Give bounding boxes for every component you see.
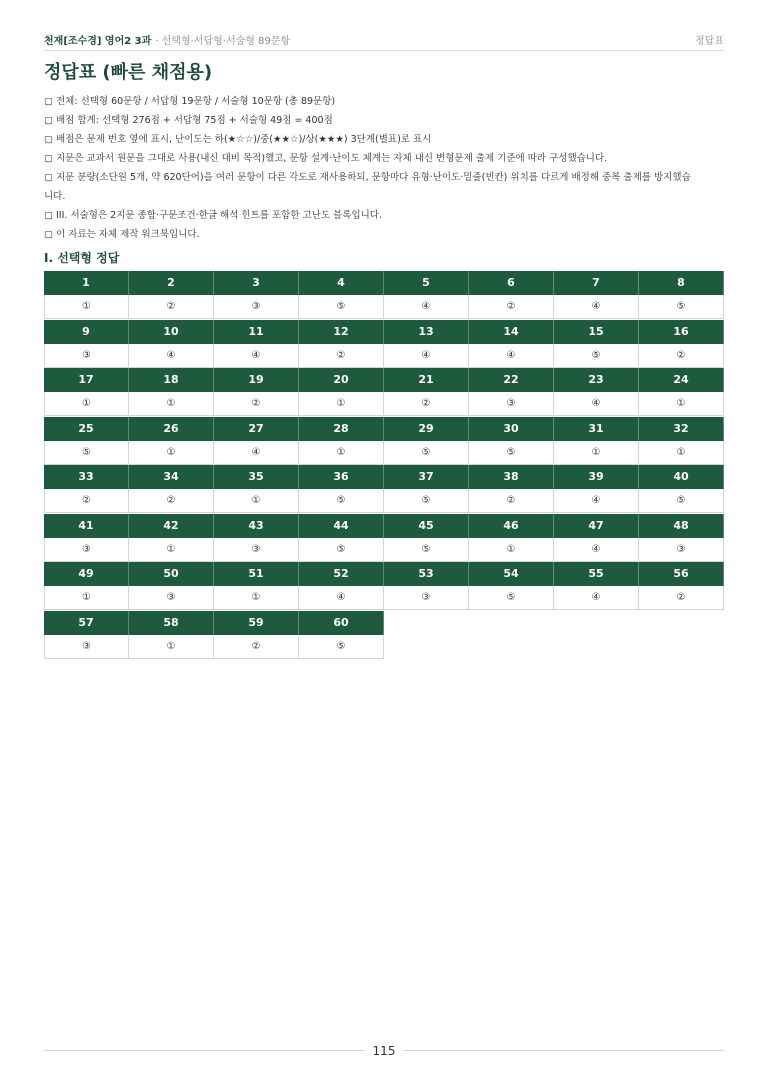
answer-cell: ④ [554, 586, 639, 610]
note-item: ▢ 지문 분량(소단원 5개, 약 620단어)을 여러 문항이 다른 각도로 재사용하되, 문항마다 유형·난이도·밑줄(빈칸) 위치를 다르게 배정해 중복 출제를 방지했습 [44, 172, 691, 183]
answer-cell: ② [469, 295, 554, 319]
question-number-cell: 35 [214, 465, 299, 489]
answer-cell: ④ [214, 344, 299, 368]
answer-cell: ① [129, 538, 214, 562]
answer-row [44, 635, 384, 659]
answer-cell: ④ [129, 344, 214, 368]
question-number-row [44, 562, 724, 586]
answer-cell: ⑤ [299, 635, 384, 659]
page-header [44, 30, 724, 51]
notes-list [44, 92, 728, 244]
question-number-cell: 48 [639, 514, 724, 538]
question-number-cell: 34 [129, 465, 214, 489]
question-number-cell: 38 [469, 465, 554, 489]
answer-cell: ④ [384, 344, 469, 368]
answer-cell: ⑤ [639, 489, 724, 513]
answer-cell: ③ [44, 344, 129, 368]
answer-cell: ③ [639, 538, 724, 562]
question-number-cell: 30 [469, 417, 554, 441]
answer-row [44, 538, 724, 562]
question-number-cell: 23 [554, 368, 639, 392]
answer-cell: ① [639, 441, 724, 465]
answer-cell: ① [299, 392, 384, 416]
question-number-cell: 41 [44, 514, 129, 538]
answer-cell: ④ [214, 441, 299, 465]
question-number-cell: 29 [384, 417, 469, 441]
answer-cell: ① [214, 489, 299, 513]
question-number-cell: 16 [639, 320, 724, 344]
answer-cell: ④ [299, 586, 384, 610]
question-number-cell: 42 [129, 514, 214, 538]
question-number-cell: 60 [299, 611, 384, 635]
question-number-row [44, 465, 724, 489]
question-number-cell: 9 [44, 320, 129, 344]
question-number-cell: 32 [639, 417, 724, 441]
question-number-cell: 28 [299, 417, 384, 441]
note-item: ▢ 배점은 문제 번호 옆에 표시, 난이도는 하(★☆☆)/중(★★☆)/상(★★★) 3단계(별표)로 표시 [44, 134, 432, 145]
header-subtitle: · 선택형·서답형·서술형 89문항 [155, 36, 291, 47]
answer-cell: ④ [554, 489, 639, 513]
question-number-cell: 17 [44, 368, 129, 392]
header-section-label: 정답표 [695, 36, 724, 47]
question-number-cell: 57 [44, 611, 129, 635]
question-number-cell: 59 [214, 611, 299, 635]
answer-cell: ② [639, 586, 724, 610]
question-number-cell: 20 [299, 368, 384, 392]
question-number-cell: 36 [299, 465, 384, 489]
question-number-cell: 19 [214, 368, 299, 392]
question-number-cell: 58 [129, 611, 214, 635]
answer-cell: ① [299, 441, 384, 465]
question-number-row [44, 417, 724, 441]
question-number-cell: 47 [554, 514, 639, 538]
answer-row [44, 392, 724, 416]
question-number-cell: 4 [299, 271, 384, 295]
answer-cell: ⑤ [299, 295, 384, 319]
answer-cell: ④ [554, 295, 639, 319]
answer-cell: ① [214, 586, 299, 610]
question-number-cell: 45 [384, 514, 469, 538]
question-number-cell: 49 [44, 562, 129, 586]
question-number-cell: 31 [554, 417, 639, 441]
answer-cell: ④ [554, 392, 639, 416]
note-item: ▢ 이 자료는 자체 제작 워크북입니다. [44, 229, 200, 240]
answer-row [44, 441, 724, 465]
answer-cell: ③ [214, 295, 299, 319]
question-number-cell: 14 [469, 320, 554, 344]
question-number-cell: 2 [129, 271, 214, 295]
question-number-cell: 51 [214, 562, 299, 586]
question-number-cell: 18 [129, 368, 214, 392]
answer-cell: ① [469, 538, 554, 562]
answer-cell: ⑤ [469, 586, 554, 610]
question-number-cell: 12 [299, 320, 384, 344]
question-number-row [44, 271, 724, 295]
section-title: I. 선택형 정답 [44, 251, 120, 265]
question-number-cell: 5 [384, 271, 469, 295]
note-item: ▢ III. 서술형은 2지문 종합·구문조건·한글 해석 힌트를 포함한 고난도 블록입니다. [44, 210, 382, 221]
note-item: ▢ 전체: 선택형 60문항 / 서답형 19문항 / 서술형 10문항 (총 89문항) [44, 96, 336, 107]
answer-cell: ④ [469, 344, 554, 368]
question-number-cell: 26 [129, 417, 214, 441]
answer-cell: ④ [554, 538, 639, 562]
question-number-cell: 1 [44, 271, 129, 295]
answer-cell: ② [214, 635, 299, 659]
answer-cell: ⑤ [384, 441, 469, 465]
answer-cell: ① [639, 392, 724, 416]
answer-cell: ⑤ [299, 489, 384, 513]
question-number-cell: 11 [214, 320, 299, 344]
page-number: 115 [365, 1044, 404, 1058]
answer-cell: ① [44, 586, 129, 610]
question-number-cell: 13 [384, 320, 469, 344]
question-number-row [44, 611, 384, 635]
answer-cell: ⑤ [469, 441, 554, 465]
question-number-cell: 3 [214, 271, 299, 295]
question-number-cell: 10 [129, 320, 214, 344]
note-item: ▢ 배점 합계: 선택형 276점 + 서답형 75점 + 서술형 49점 = 400점 [44, 115, 333, 126]
answer-cell: ③ [214, 538, 299, 562]
answer-cell: ③ [384, 586, 469, 610]
answer-cell: ① [44, 295, 129, 319]
question-number-cell: 33 [44, 465, 129, 489]
answer-cell: ③ [44, 538, 129, 562]
answer-cell: ① [129, 635, 214, 659]
answer-row [44, 586, 724, 610]
question-number-cell: 50 [129, 562, 214, 586]
note-item: ▢ 지문은 교과서 원문을 그대로 사용(내신 대비 목적)했고, 문항 설계·난이도 체계는 자체 내신 변형문제 출제 기준에 따라 구성했습니다. [44, 153, 608, 164]
page-title: 정답표 (빠른 채점용) [44, 62, 213, 83]
answer-cell: ① [44, 392, 129, 416]
question-number-cell: 15 [554, 320, 639, 344]
question-number-cell: 55 [554, 562, 639, 586]
question-number-row [44, 368, 724, 392]
answer-cell: ① [554, 441, 639, 465]
answer-cell: ⑤ [384, 489, 469, 513]
answer-cell: ⑤ [639, 295, 724, 319]
answer-cell: ② [129, 489, 214, 513]
answer-cell: ② [44, 489, 129, 513]
answer-cell: ⑤ [384, 538, 469, 562]
answer-cell: ③ [469, 392, 554, 416]
note-item: 니다. [44, 191, 66, 202]
header-left [44, 32, 290, 47]
question-number-cell: 39 [554, 465, 639, 489]
page-number-wrap [0, 1040, 768, 1059]
question-number-cell: 6 [469, 271, 554, 295]
question-number-cell: 22 [469, 368, 554, 392]
answer-cell: ④ [384, 295, 469, 319]
answer-cell: ⑤ [299, 538, 384, 562]
answer-cell: ② [384, 392, 469, 416]
question-number-cell: 37 [384, 465, 469, 489]
question-number-cell: 7 [554, 271, 639, 295]
answer-cell: ① [129, 441, 214, 465]
answer-cell: ③ [44, 635, 129, 659]
answer-cell: ② [639, 344, 724, 368]
question-number-row [44, 320, 724, 344]
answer-row [44, 344, 724, 368]
answer-cell: ③ [129, 586, 214, 610]
answer-row [44, 489, 724, 513]
question-number-cell: 44 [299, 514, 384, 538]
question-number-cell: 52 [299, 562, 384, 586]
answer-cell: ⑤ [554, 344, 639, 368]
question-number-cell: 8 [639, 271, 724, 295]
question-number-cell: 24 [639, 368, 724, 392]
question-number-cell: 27 [214, 417, 299, 441]
question-number-cell: 46 [469, 514, 554, 538]
answer-cell: ② [469, 489, 554, 513]
question-number-cell: 54 [469, 562, 554, 586]
answer-cell: ② [214, 392, 299, 416]
question-number-row [44, 514, 724, 538]
question-number-cell: 56 [639, 562, 724, 586]
answer-row [44, 295, 724, 319]
answer-cell: ② [129, 295, 214, 319]
answer-cell: ⑤ [44, 441, 129, 465]
book-title: 천재[조수경] 영어2 3과 [44, 36, 152, 47]
question-number-cell: 25 [44, 417, 129, 441]
question-number-cell: 53 [384, 562, 469, 586]
question-number-cell: 43 [214, 514, 299, 538]
answer-cell: ① [129, 392, 214, 416]
question-number-cell: 40 [639, 465, 724, 489]
answer-cell: ② [299, 344, 384, 368]
question-number-cell: 21 [384, 368, 469, 392]
